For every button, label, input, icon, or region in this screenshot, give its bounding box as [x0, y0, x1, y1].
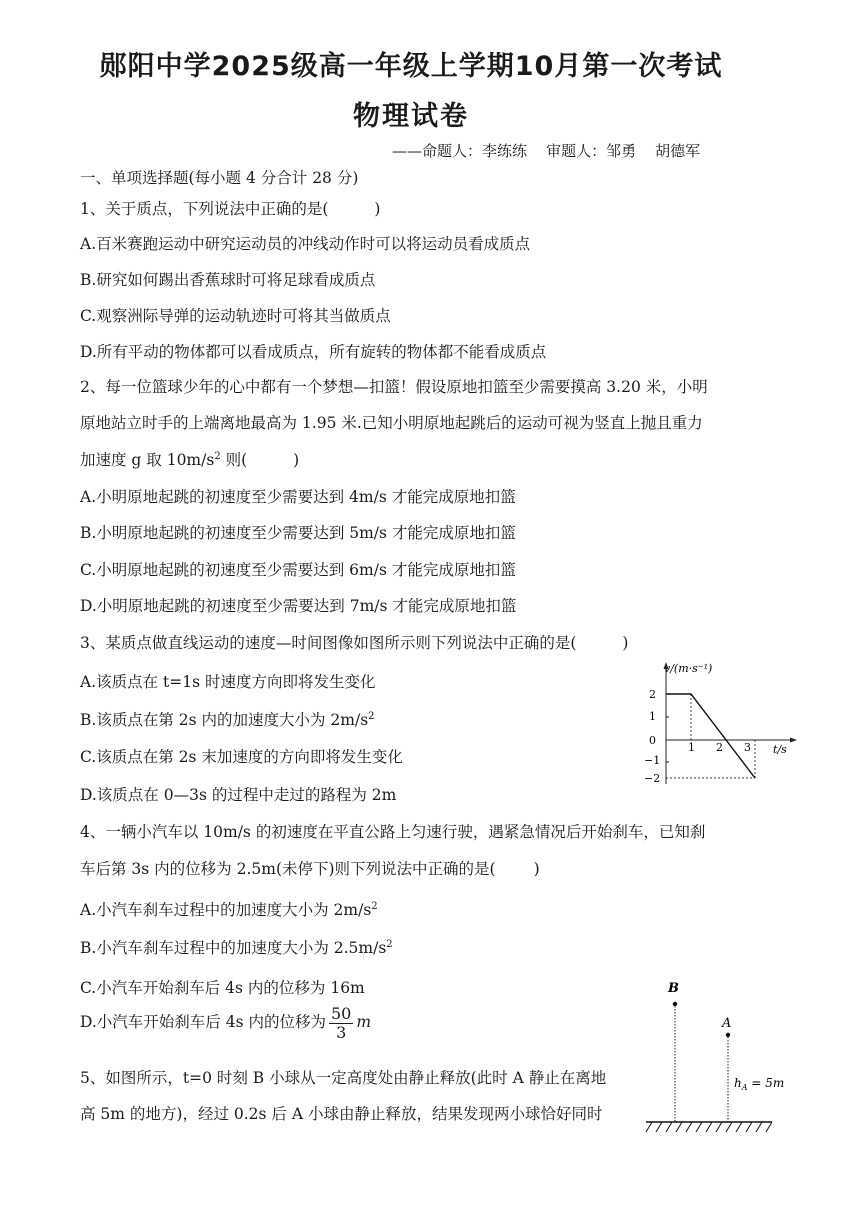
q5-line-2: 高 5m 的地方)，经过 0.2s 后 A 小球由静止释放，结果发现两小球恰好同时 [80, 1105, 603, 1123]
authors-line: ——命题人：李练练 审题人：邹勇 胡德军 [392, 142, 701, 160]
t-tick-1: 1 [688, 741, 695, 754]
q1-stem [80, 197, 380, 219]
falling-balls-figure [642, 976, 785, 1141]
q4-line-2 [80, 857, 540, 879]
ball-b-label: B [668, 981, 679, 996]
q3-option-b [80, 708, 375, 730]
q3-option-d: D.该质点在 0—3s 的过程中走过的路程为 2m [80, 786, 397, 804]
t-tick-3: 3 [744, 741, 751, 754]
exam-title: 郧阳中学2025级高一年级上学期10月第一次考试 [99, 51, 723, 82]
q3-option-c: C.该质点在第 2s 末加速度的方向即将发生变化 [80, 748, 403, 766]
t-tick-2: 2 [716, 741, 723, 754]
t-axis-label: t/s [773, 743, 787, 756]
height-symbol: h [734, 1076, 742, 1090]
q4-option-d [80, 1005, 371, 1041]
q3-stem-close: ) [622, 634, 629, 652]
q1-option-a: A.百米赛跑运动中研究运动员的冲线动作时可以将运动员看成质点 [80, 235, 531, 253]
q4-option-a [80, 898, 378, 920]
q3-option-b-text: B.该质点在第 2s 内的加速度大小为 2m/s [80, 711, 369, 729]
ball-b [673, 1002, 677, 1006]
q4-option-d-text: D.小汽车开始刹车后 4s 内的位移为 [80, 1013, 326, 1032]
v-axis-label: v/(m·s⁻¹) [664, 662, 713, 675]
q1-stem-close: ) [374, 200, 381, 218]
q3-option-a: A.该质点在 t=1s 时速度方向即将发生变化 [80, 673, 376, 691]
section-heading: 一、单项选择题(每小题 4 分合计 28 分) [80, 169, 359, 187]
q3-option-b-exponent: 2 [368, 710, 375, 722]
velocity-time-graph [640, 660, 800, 790]
q4-line-2-text: 车后第 3s 内的位移为 2.5m(未停下)则下列说法中正确的是( [80, 860, 496, 878]
q4-option-d-unit: m [356, 1013, 372, 1032]
q1-stem-text: 1、关于质点，下列说法中正确的是( [80, 200, 329, 218]
q1-option-d: D.所有平动的物体都可以看成质点，所有旋转的物体都不能看成质点 [80, 343, 547, 361]
velocity-line [666, 694, 755, 778]
q3-stem [80, 631, 628, 653]
q5-line-1: 5、如图所示，t=0 时刻 B 小球从一定高度处由静止释放(此时 A 静止在离地 [80, 1069, 607, 1087]
q2-option-b: B.小明原地起跳的初速度至少需要达到 5m/s 才能完成原地扣篮 [80, 524, 516, 542]
q4-option-c: C.小汽车开始刹车后 4s 内的位移为 16m [80, 979, 365, 997]
q1-option-c: C.观察洲际导弹的运动轨迹时可将其当做质点 [80, 307, 391, 325]
q2-line-3-close: ) [293, 451, 300, 469]
q4-option-a-exponent: 2 [371, 900, 378, 912]
q2-unit-exponent: 2 [214, 450, 221, 462]
q4-option-a-text: A.小汽车刹车过程中的加速度大小为 2m/s [80, 901, 372, 919]
v-tick-0: 0 [649, 734, 656, 747]
q2-line-2: 原地站立时手的上端离地最高为 1.95 米.已知小明原地起跳后的运动可视为竖直上抛且重力 [80, 414, 703, 432]
q3-stem-text: 3、某质点做直线运动的速度—时间图像如图所示则下列说法中正确的是( [80, 634, 577, 652]
height-value: = 5m [747, 1076, 785, 1090]
ball-a [726, 1033, 730, 1037]
q1-option-b: B.研究如何踢出香蕉球时可将足球看成质点 [80, 271, 376, 289]
height-subscript: A [741, 1083, 748, 1092]
q4-option-d-fraction [329, 1005, 353, 1041]
q4-option-b-text: B.小汽车刹车过程中的加速度大小为 2.5m/s [80, 939, 387, 957]
q2-option-d: D.小明原地起跳的初速度至少需要达到 7m/s 才能完成原地扣篮 [80, 597, 517, 615]
q2-option-c: C.小明原地起跳的初速度至少需要达到 6m/s 才能完成原地扣篮 [80, 561, 516, 579]
ball-a-label: A [722, 1016, 732, 1031]
v-tick-1: 1 [649, 710, 656, 723]
q4-line-2-close: ) [533, 860, 540, 878]
fraction-numerator: 50 [330, 1004, 352, 1023]
q4-option-b-exponent: 2 [386, 938, 393, 950]
height-label [734, 1076, 784, 1092]
v-tick-neg2: −2 [644, 772, 661, 785]
q2-option-a: A.小明原地起跳的初速度至少需要达到 4m/s 才能完成原地扣篮 [80, 488, 516, 506]
ground-hatching [646, 1122, 772, 1132]
q2-line-3-then: 则( [220, 451, 248, 469]
t-axis-arrow [790, 738, 797, 743]
q2-line-1: 2、每一位篮球少年的心中都有一个梦想—扣篮！假设原地扣篮至少需要摸高 3.20 米，小明 [80, 378, 708, 396]
q4-option-b [80, 936, 393, 958]
q2-line-3-text: 加速度 g 取 10m/s [80, 451, 215, 469]
fraction-denominator: 3 [336, 1022, 347, 1042]
exam-subtitle: 物理试卷 [353, 101, 469, 132]
q2-line-3 [80, 448, 299, 470]
v-tick-2: 2 [649, 688, 656, 701]
v-tick-neg1: −1 [644, 754, 661, 767]
q4-line-1: 4、一辆小汽车以 10m/s 的初速度在平直公路上匀速行驶，遇紧急情况后开始刹车，已知刹 [80, 823, 706, 841]
